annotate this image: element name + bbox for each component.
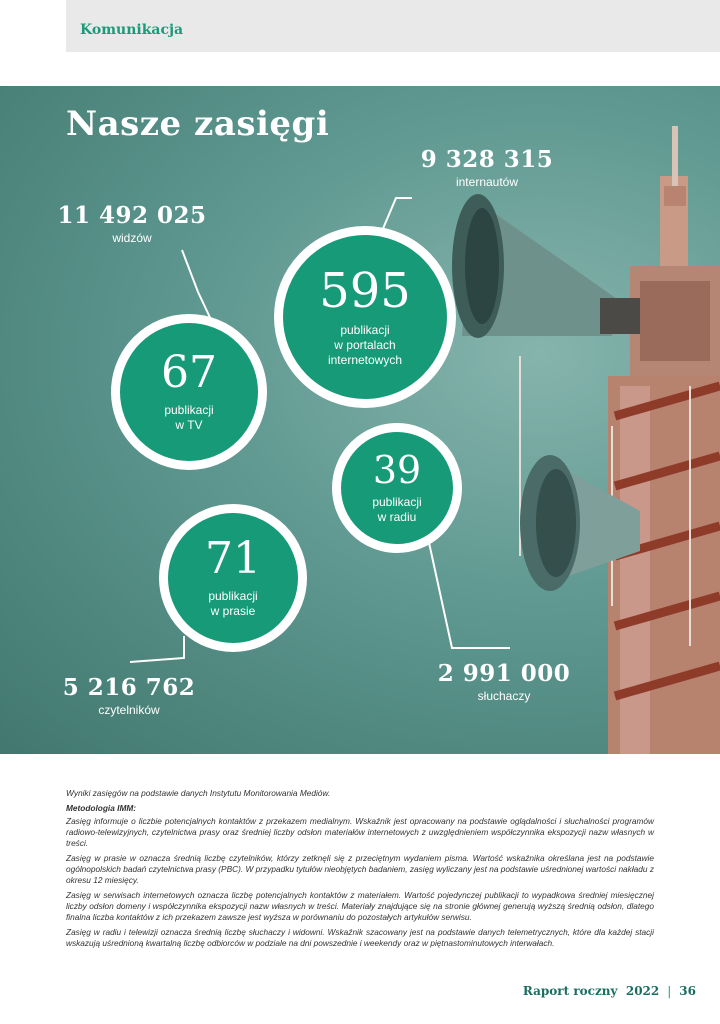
sluchacze-label: słuchaczy xyxy=(477,689,531,703)
portale-label xyxy=(328,323,402,368)
tv-label-line2: w TV xyxy=(175,418,203,432)
radio-label-line1: publikacji xyxy=(372,495,422,509)
prasa-count: 71 xyxy=(205,533,261,584)
radio-label-line2: w radiu xyxy=(377,510,417,524)
radio-count: 39 xyxy=(372,448,422,492)
stat-czytelnicy xyxy=(56,674,202,717)
circle-prasa xyxy=(159,504,307,652)
connector-lines xyxy=(0,86,720,754)
footer-separator: | xyxy=(667,984,672,998)
tv-count: 67 xyxy=(161,347,217,398)
portale-label-line3: internetowych xyxy=(327,352,403,367)
sluchacze-value: 2 991 000 xyxy=(437,660,571,687)
stat-internauci xyxy=(392,146,582,189)
czytelnicy-value: 5 216 762 xyxy=(62,674,196,701)
page-footer xyxy=(523,984,696,998)
methodology-internet: Zasięg w serwisach internetowych oznacza liczbę potencjalnych kontaktów z materiałem. Wartość pojedynczej publikacji to wypadkowa średniej miesięcznej liczby odsłon domeny i współczynnika ekspozycji nazw własnych w treści. Materiały znajdujące się na stronie głównej generują wyższą średnią odsłon, dlatego finalna liczba kontaktów z ich przekazem zawsze jest wyższa w porównaniu do pozostałych artykułów serwisu. xyxy=(66,890,654,922)
portale-label-line2: w portalach xyxy=(334,337,396,352)
report-title: Raport roczny 2022 xyxy=(522,984,660,998)
circle-tv xyxy=(111,314,267,470)
internauci-label: internautów xyxy=(455,175,519,189)
footnotes xyxy=(66,788,654,953)
widzowie-value: 11 492 025 xyxy=(57,202,207,229)
hero-infographic xyxy=(0,86,720,754)
tv-label xyxy=(164,403,213,433)
section-label: Komunikacja xyxy=(80,22,184,38)
widzowie-label: widzów xyxy=(112,231,152,245)
methodology-title: Metodologia IMM: xyxy=(66,803,137,813)
circle-portale xyxy=(274,226,456,408)
page-number: 36 xyxy=(679,984,696,998)
methodology-paragraph: Zasięg informuje o liczbie potencjalnych kontaktów z przekazem medialnym. Wskaźnik jest opracowany na podstawie oglądalności i słuchalności programów radiowo-telewizyjnych, czytelnictwa prasy oraz średniej liczby odsłon materiałów internetowych z uwzględnieniem współczynnika ekspozycji nazw własnych w treści. xyxy=(66,816,654,848)
stat-widzowie xyxy=(52,202,212,245)
methodology-radio-tv: Zasięg w radiu i telewizji oznacza średnią liczbę słuchaczy i widowni. Wskaźnik szacowany jest na podstawie danych telemetrycznych, które dla każdej stacji wskazują uśrednioną kwartalną liczbę odbiorców w podziale na dni powszednie i weekendy oraz w piętnastominutowych interwałach. xyxy=(66,927,654,948)
tv-label-line1: publikacji xyxy=(164,403,214,417)
prasa-label-line2: w prasie xyxy=(210,604,256,618)
methodology-press: Zasięg w prasie w oznacza średnią liczbę czytelników, którzy zetknęli się z przeciętnym wydaniem pisma. Wartość wskaźnika określana jest na podstawie ogólnopolskich badań czytelnictwa prasy (PBC). W przypadku tytułów nieobjętych badaniem, zasięg wyliczany jest na podstawie uśrednionej wartości nakładu z okresu 12 miesięcy. xyxy=(66,853,654,885)
prasa-label xyxy=(208,589,257,619)
source-note: Wyniki zasięgów na podstawie danych Instytutu Monitorowania Mediów. xyxy=(66,788,331,798)
portale-count: 595 xyxy=(319,262,411,319)
stat-sluchacze xyxy=(436,660,572,703)
header-bar xyxy=(66,0,720,52)
circle-radio xyxy=(332,423,462,553)
radio-label xyxy=(372,495,421,525)
prasa-label-line1: publikacji xyxy=(208,589,258,603)
portale-label-line1: publikacji xyxy=(340,322,390,337)
page-title: Nasze zasięgi xyxy=(66,104,330,144)
czytelnicy-label: czytelników xyxy=(98,703,160,717)
internauci-value: 9 328 315 xyxy=(420,146,554,173)
